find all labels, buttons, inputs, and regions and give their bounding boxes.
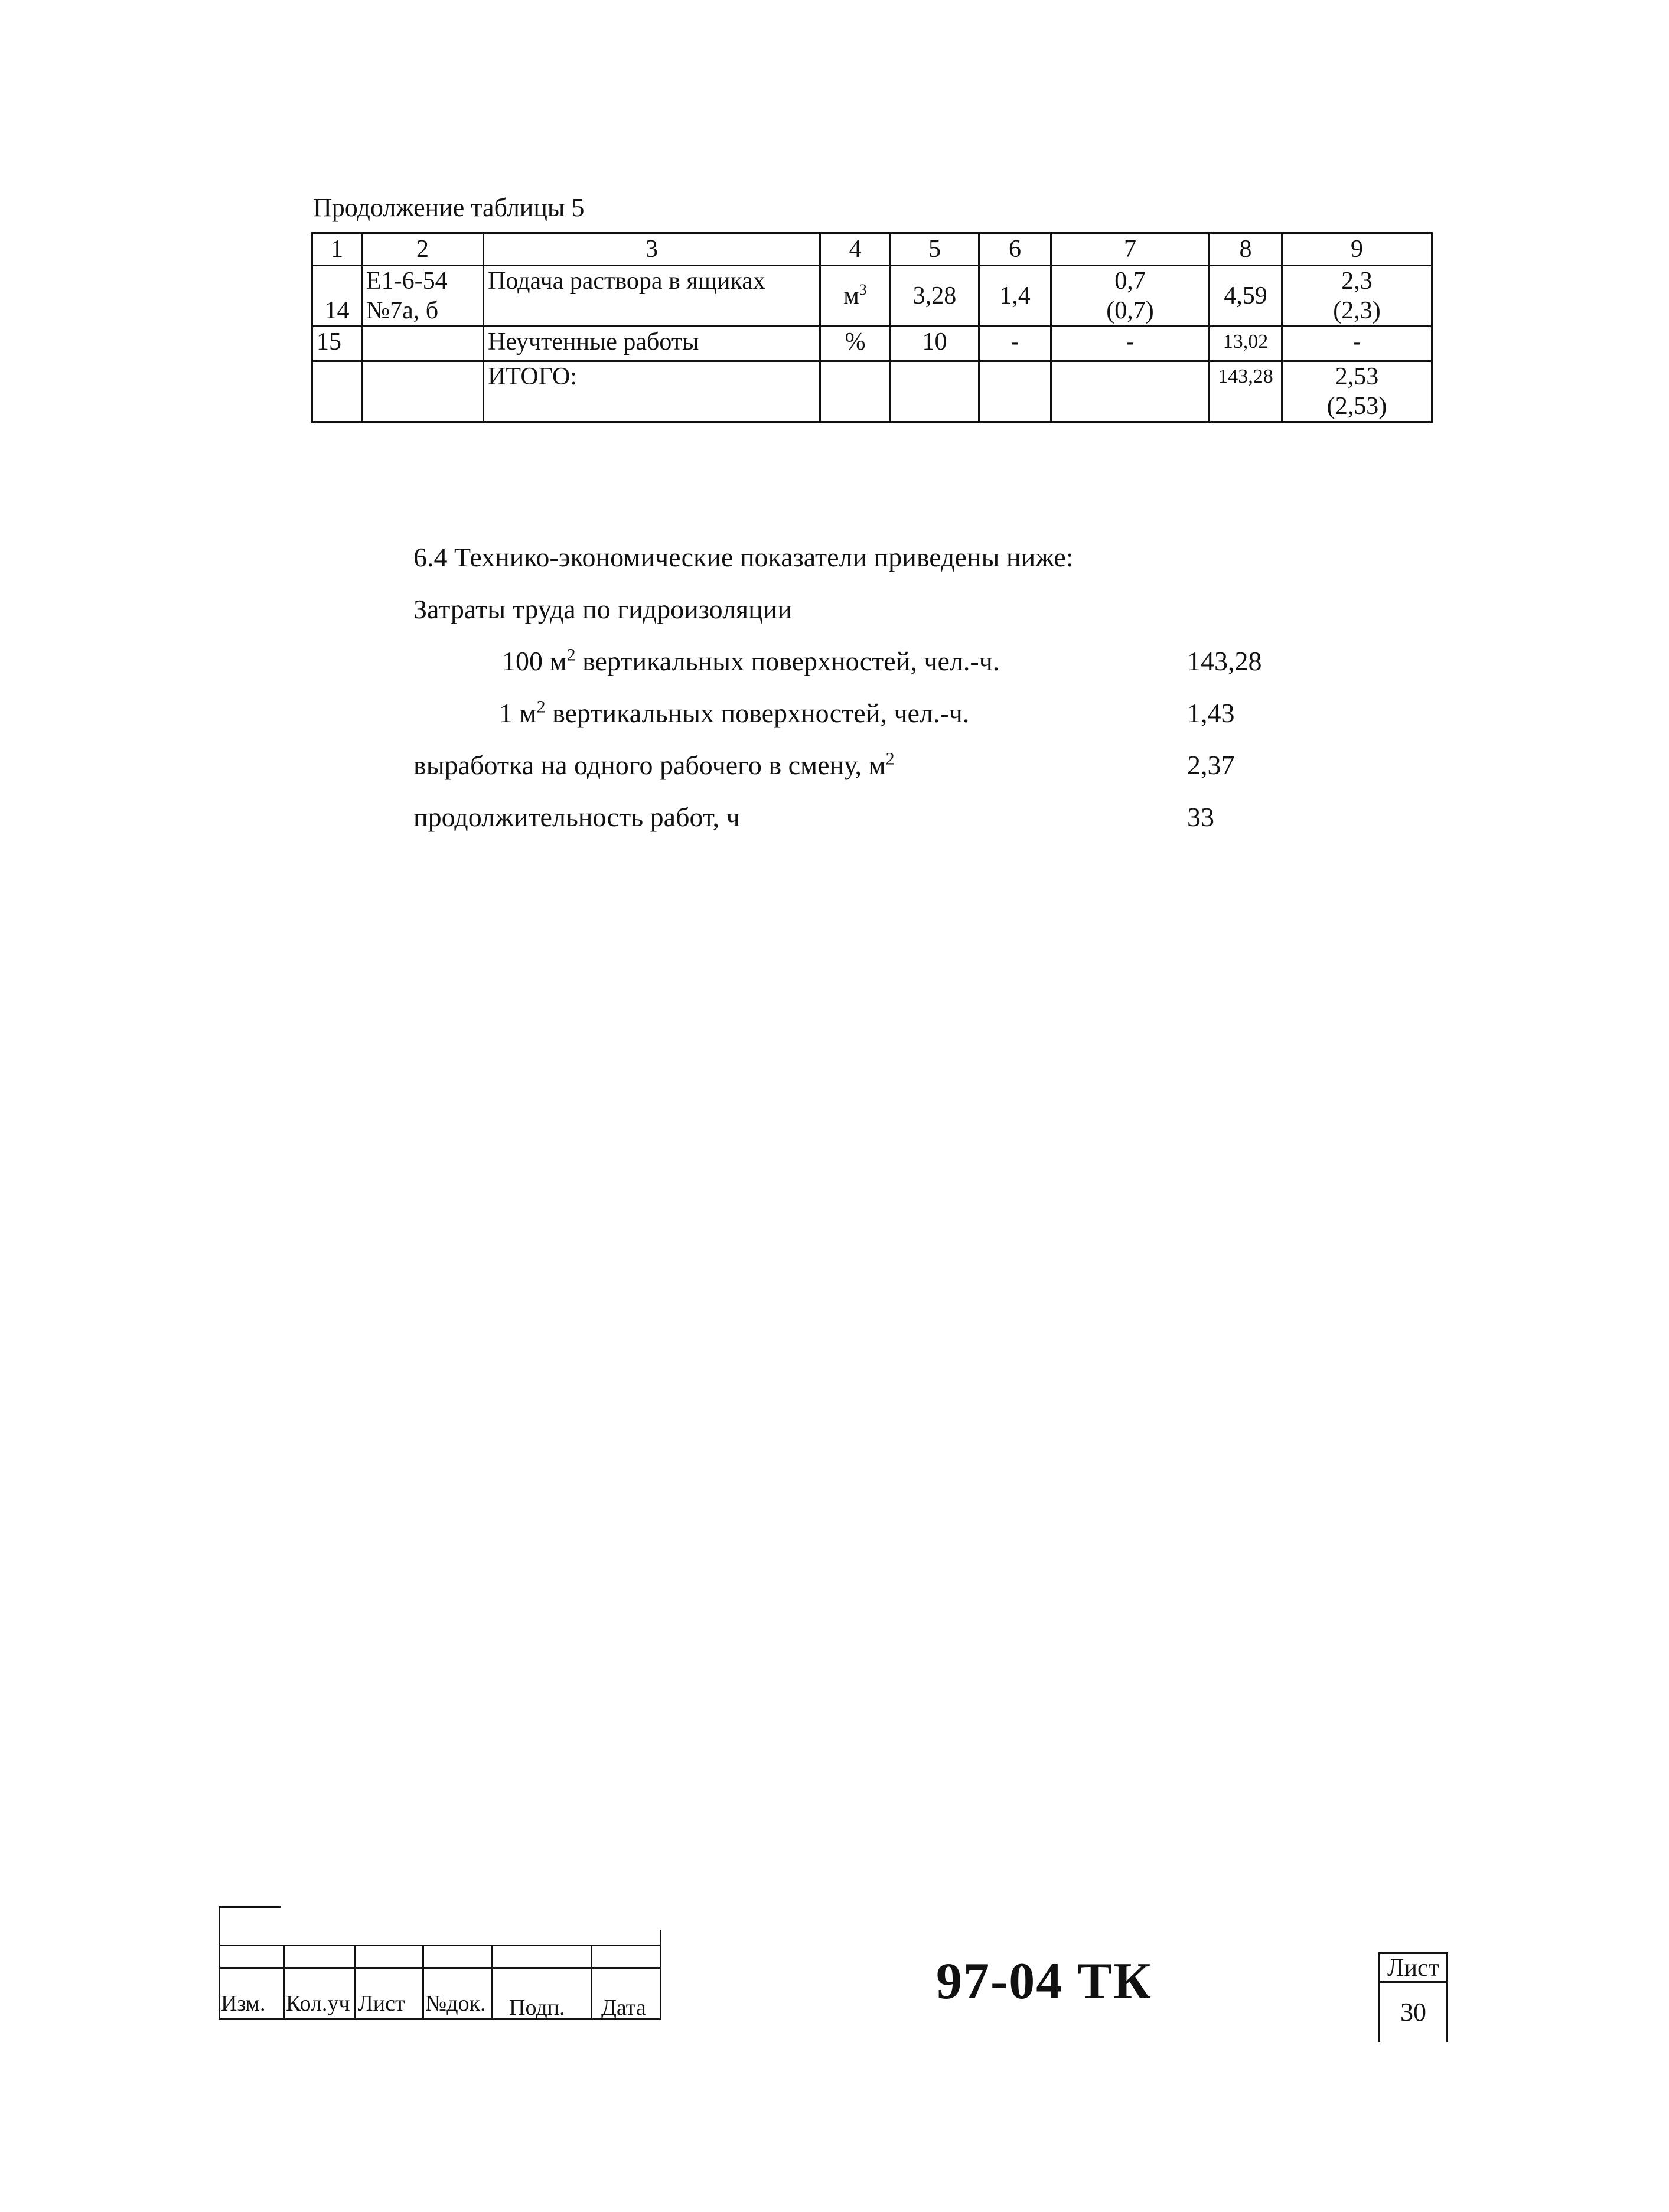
- sheet-number: 30: [1378, 1983, 1448, 2042]
- indicator-row: [413, 635, 1335, 687]
- labor-heading: [413, 583, 1335, 635]
- label-part: вертикальных поверхностей, чел.-ч.: [545, 698, 970, 728]
- table-row: [312, 327, 1432, 361]
- indicator-value: 33: [1187, 802, 1214, 832]
- quantity-cell: [891, 361, 979, 422]
- total-labor-cell: 143,28: [1210, 361, 1282, 422]
- label-part: вертикальных поверхностей, чел.-ч.: [575, 646, 1000, 676]
- indicator-label: продолжительность работ, ч: [413, 802, 740, 832]
- indicator-row: [413, 687, 1335, 739]
- header-cell: 9: [1282, 233, 1432, 266]
- table-5-continuation: [311, 232, 1433, 423]
- unit-cell: [820, 361, 891, 422]
- norm-code: [362, 361, 484, 422]
- indicator-value: 143,28: [1187, 646, 1262, 676]
- label-superscript: 2: [536, 697, 546, 717]
- stamp-label: Кол.уч: [286, 1991, 350, 2016]
- unit-cell: %: [820, 327, 891, 361]
- stamp-line: [219, 1906, 281, 1908]
- stamp-line: [354, 1945, 356, 2019]
- row-number: [312, 361, 362, 422]
- stamp-label: №док.: [425, 1991, 486, 2016]
- table-caption: Продолжение таблицы 5: [313, 193, 585, 222]
- col7-cell: [1051, 266, 1210, 327]
- indicator-row: [413, 739, 1335, 791]
- header-cell: 8: [1210, 233, 1282, 266]
- sheet-label: Лист: [1378, 1952, 1448, 1983]
- header-cell: 6: [979, 233, 1051, 266]
- stamp-line: [283, 1945, 285, 2019]
- norm-code: [362, 266, 484, 327]
- total-col9-cell: [1282, 361, 1432, 422]
- stamp-line: [491, 1945, 493, 2019]
- sheet-block: [1378, 1952, 1448, 2047]
- col8-cell: 4,59: [1210, 266, 1282, 327]
- norm-cell: 1,4: [979, 266, 1051, 327]
- label-superscript: 2: [566, 645, 576, 665]
- document-id: 97-04 ТК: [936, 1953, 1152, 2010]
- label-part: 100 м: [502, 646, 567, 676]
- table-row: [312, 266, 1432, 327]
- norm-code-line: Е1-6-54: [366, 267, 448, 295]
- technical-economic-indicators: [413, 531, 1335, 843]
- work-name: Подача раствора в ящиках: [484, 266, 820, 327]
- header-cell: 7: [1051, 233, 1210, 266]
- stamp-label: Подп.: [509, 1995, 565, 2020]
- col9-line: (2,53): [1326, 393, 1387, 420]
- table-total-row: [312, 361, 1432, 422]
- labor-heading-text: Затраты труда по гидроизоляции: [413, 594, 793, 624]
- header-cell: 3: [484, 233, 820, 266]
- indicator-value: 2,37: [1187, 750, 1235, 780]
- label-superscript: 2: [885, 749, 895, 769]
- work-name: Неучтенные работы: [484, 327, 820, 361]
- norm-code-line: №7а, б: [366, 297, 439, 324]
- col9-cell: [1282, 266, 1432, 327]
- stamp-label: Изм.: [221, 1991, 266, 2016]
- label-part: выработка на одного рабочего в смену, м: [413, 750, 886, 780]
- stamp-line: [219, 1906, 220, 2019]
- col7-cell: -: [1051, 327, 1210, 361]
- indicator-label: [502, 635, 999, 687]
- row-number: 14: [312, 266, 362, 327]
- norm-cell: [979, 361, 1051, 422]
- col7-cell: [1051, 361, 1210, 422]
- col7-line: (0,7): [1106, 297, 1154, 324]
- unit-text: м: [843, 282, 859, 309]
- indicator-row: [413, 791, 1335, 843]
- table-header-row: [312, 233, 1432, 266]
- indicators-heading: [413, 531, 1335, 583]
- total-label: ИТОГО:: [484, 361, 820, 422]
- stamp-line: [660, 1930, 661, 2019]
- unit-cell: [820, 266, 891, 327]
- indicator-label: [413, 739, 895, 791]
- col8-cell: 13,02: [1210, 327, 1282, 361]
- row-number: 15: [312, 327, 362, 361]
- stamp-line: [591, 1945, 592, 2019]
- col9-cell: -: [1282, 327, 1432, 361]
- header-cell: 1: [312, 233, 362, 266]
- heading-text: 6.4 Технико-экономические показатели приведены ниже:: [413, 542, 1074, 572]
- header-cell: 2: [362, 233, 484, 266]
- stamp-label: Лист: [358, 1991, 405, 2016]
- indicator-value: 1,43: [1187, 698, 1235, 728]
- header-cell: 5: [891, 233, 979, 266]
- header-cell: 4: [820, 233, 891, 266]
- norm-code: [362, 327, 484, 361]
- col9-line: (2,3): [1333, 297, 1381, 324]
- indicator-label: [499, 687, 969, 739]
- norm-cell: -: [979, 327, 1051, 361]
- label-part: 1 м: [499, 698, 537, 728]
- stamp-line: [422, 1945, 424, 2019]
- quantity-cell: 3,28: [891, 266, 979, 327]
- title-block: [219, 1906, 661, 2033]
- col7-line: 0,7: [1114, 267, 1146, 295]
- stamp-label: Дата: [601, 1995, 646, 2020]
- col9-line: 2,53: [1335, 363, 1379, 390]
- unit-superscript: 3: [859, 281, 867, 298]
- col9-line: 2,3: [1341, 267, 1373, 295]
- quantity-cell: 10: [891, 327, 979, 361]
